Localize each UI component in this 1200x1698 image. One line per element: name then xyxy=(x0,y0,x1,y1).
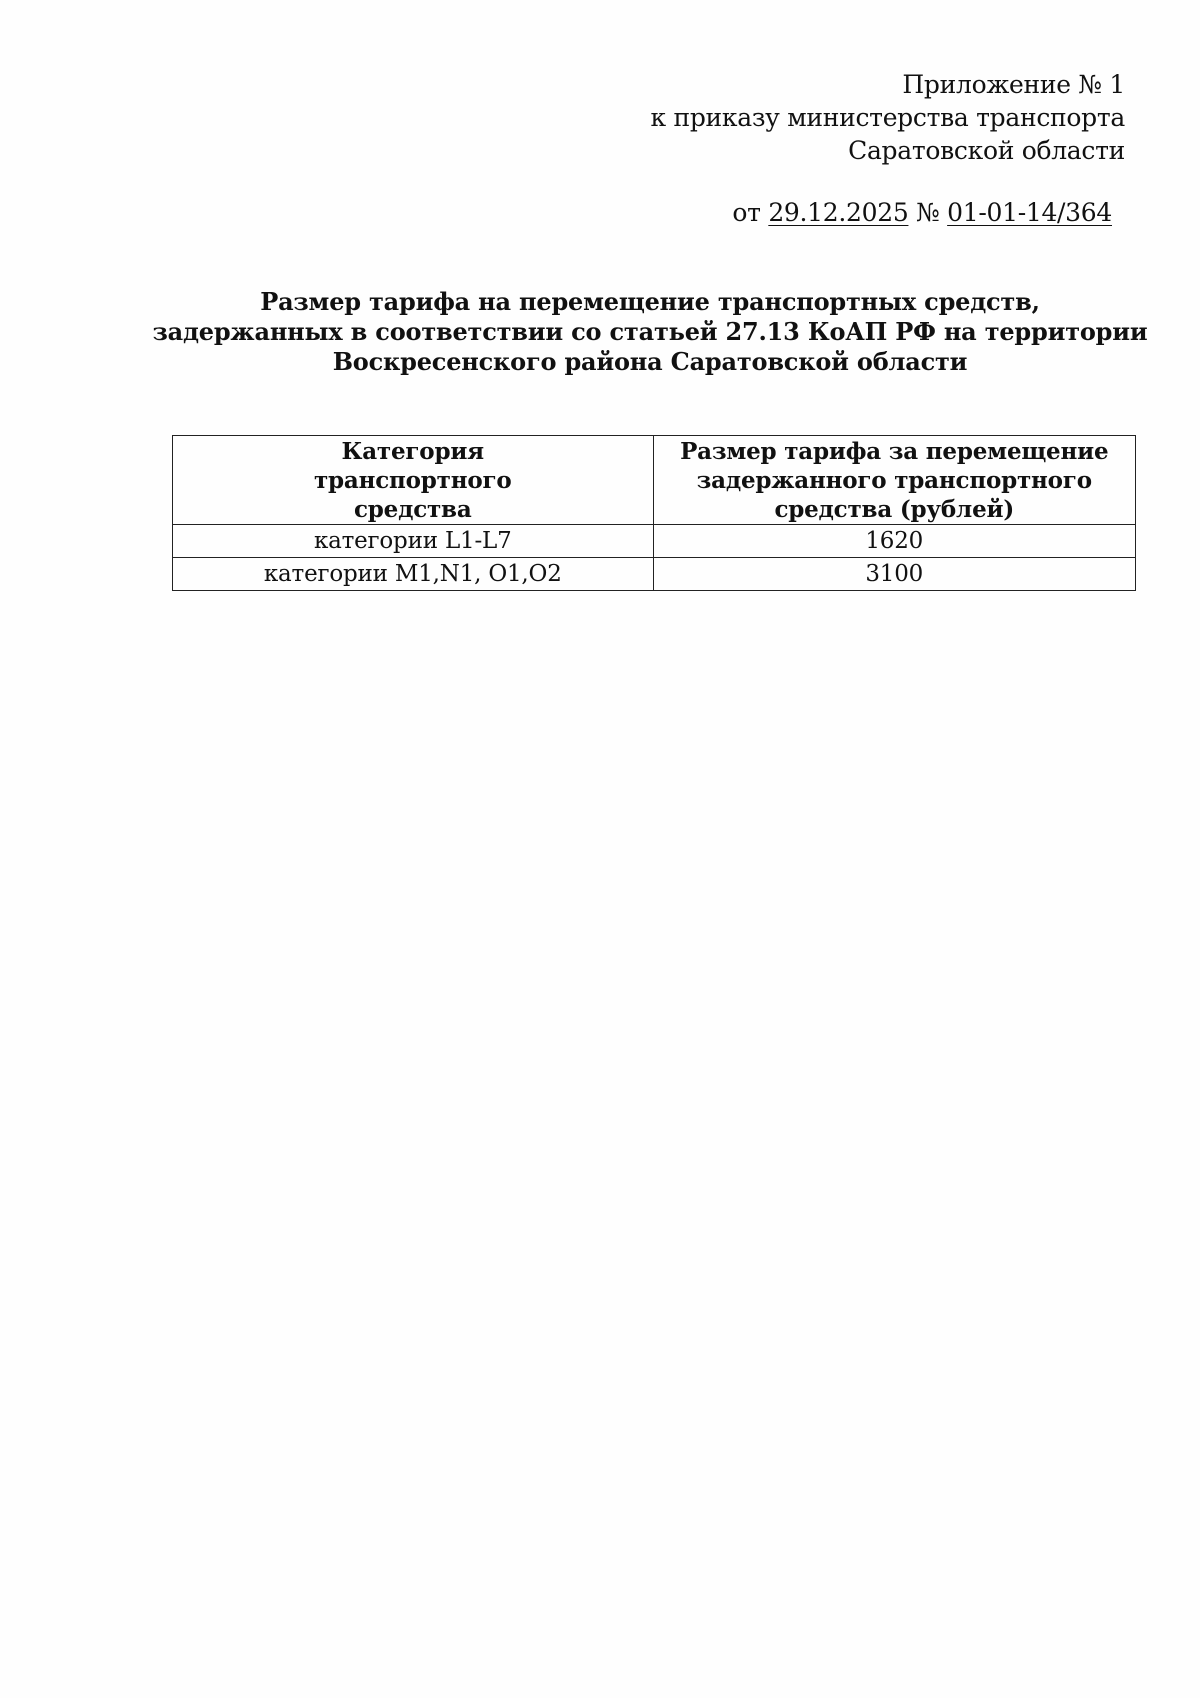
appendix-order-ref: к приказу министерства транспорта xyxy=(650,103,1125,132)
order-number-sign: № xyxy=(916,198,940,227)
row-tariff: 1620 xyxy=(653,525,1136,558)
table-header-row xyxy=(173,436,1136,525)
order-date: 29.12.2025 xyxy=(768,198,909,227)
row-category: категории M1,N1, O1,O2 xyxy=(173,558,654,591)
row-category: категории L1-L7 xyxy=(173,525,654,558)
table-row xyxy=(173,525,1136,558)
title-line-1: Размер тарифа на перемещение транспортных средств, xyxy=(260,287,1040,316)
appendix-header xyxy=(651,68,1126,167)
tariff-table xyxy=(172,435,1136,591)
row-tariff: 3100 xyxy=(653,558,1136,591)
appendix-region: Саратовской области xyxy=(848,136,1125,165)
order-number: 01-01-14/364 xyxy=(947,198,1112,227)
order-prefix: от xyxy=(732,198,761,227)
header-category: Категория транспортного средства xyxy=(173,436,654,525)
order-date-number xyxy=(732,197,1112,229)
appendix-number: Приложение № 1 xyxy=(902,70,1125,99)
document-title xyxy=(150,287,1150,377)
title-line-2: задержанных в соответствии со статьей 27.13 КоАП РФ на территории xyxy=(152,317,1148,346)
header-tariff: Размер тарифа за перемещение задержанного транспортного средства (рублей) xyxy=(653,436,1136,525)
title-line-3: Воскресенского района Саратовской области xyxy=(332,347,968,376)
table-row xyxy=(173,558,1136,591)
